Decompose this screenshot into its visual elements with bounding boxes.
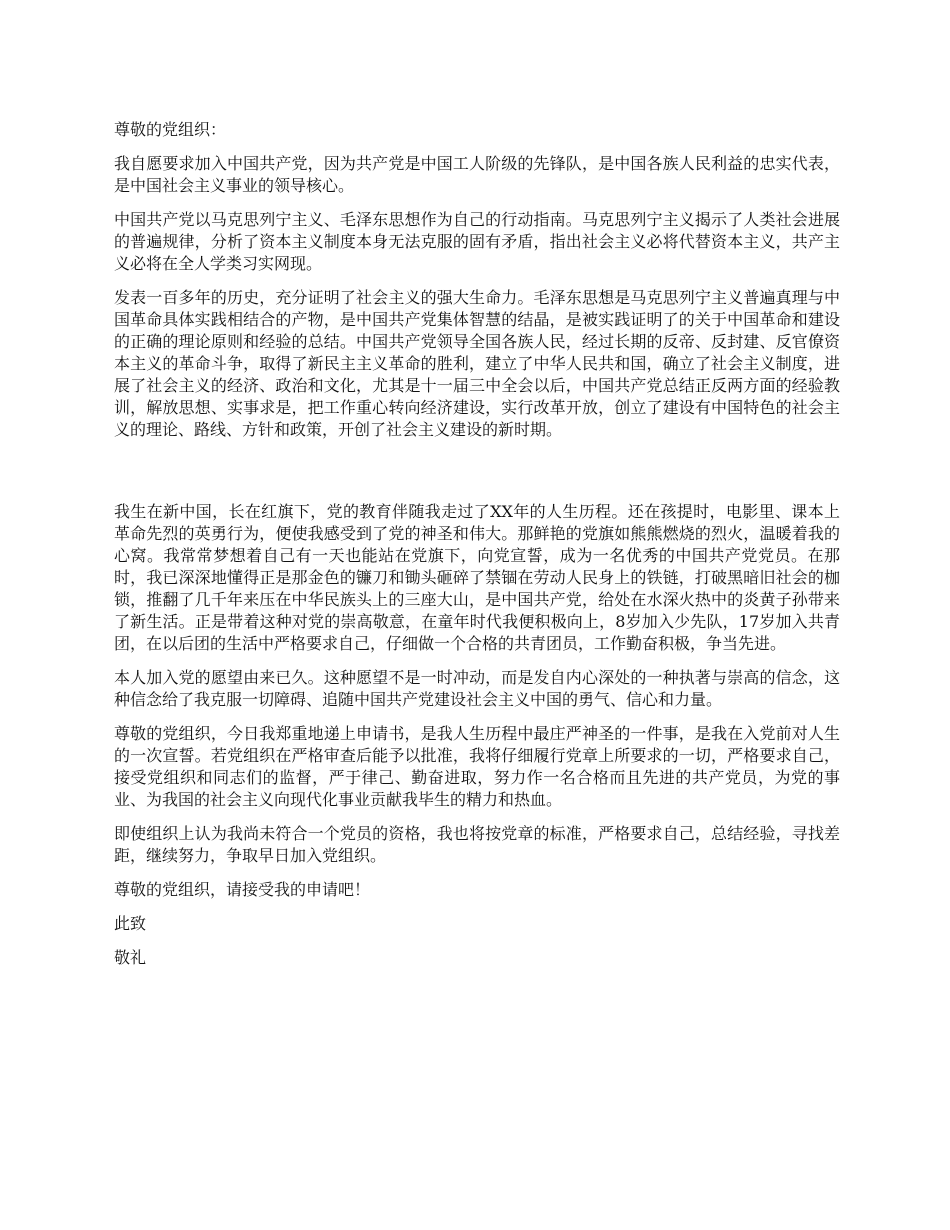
paragraph: 即使组织上认为我尚未符合一个党员的资格，我也将按党章的标准，严格要求自己，总结经验，寻找差距，继续努力，争取早日加入党组织。 <box>114 824 840 865</box>
letter-body <box>114 119 840 981</box>
paragraph: 尊敬的党组织，请接受我的申请吧！ <box>114 880 371 899</box>
section-gap <box>114 453 840 501</box>
paragraph: 中国共产党以马克思列宁主义、毛泽东思想作为自己的行动指南。马克思列宁主义揭示了人类社会进展的普遍规律，分析了资本主义制度本身无法克服的固有矛盾，指出社会主义必将代替资本主义，共产主义必将在全人学类习实网现。 <box>114 210 840 273</box>
paragraph: 尊敬的党组织，今日我郑重地递上申请书，是我人生历程中最庄严神圣的一件事，是我在入党前对人生的一次宣誓。若党组织在严格审查后能予以批准，我将仔细履行党章上所要求的一切，严格要求自己，接受党组织和同志们的监督，严于律己、勤奋进取，努力作一名合格而且先进的共产党员，为党的事业、为我国的社会主义向现代化事业贡献我毕生的精力和热血。 <box>114 724 840 809</box>
paragraph: 我自愿要求加入中国共产党，因为共产党是中国工人阶级的先锋队，是中国各族人民利益的忠实代表，是中国社会主义事业的领导核心。 <box>114 154 840 195</box>
closing-line: 此致 <box>114 914 147 933</box>
closing-salute: 敬礼 <box>114 948 147 967</box>
paragraph: 发表一百多年的历史，充分证明了社会主义的强大生命力。毛泽东思想是马克思列宁主义普遍真理与中国革命具体实践相结合的产物，是中国共产党集体智慧的结晶，是被实践证明了的关于中国革命和建设的正确的理论原则和经验的总结。中国共产党领导全国各族人民，经过长期的反帝、反封建、反官僚资本主义的革命斗争，取得了新民主主义革命的胜利，建立了中华人民共和国，确立了社会主义制度，进展了社会主义的经济、政治和文化，尤其是十一届三中全会以后，中国共产党总结正反两方面的经验教训，解放思想、实事求是，把工作重心转向经济建设，实行改革开放，创立了建设有中国特色的社会主义的理论、路线、方针和政策，开创了社会主义建设的新时期。 <box>114 288 840 439</box>
paragraph: 我生在新中国，长在红旗下，党的教育伴随我走过了XX年的人生历程。还在孩提时，电影里、课本上革命先烈的英勇行为，便使我感受到了党的神圣和伟大。那鲜艳的党旗如熊熊燃烧的烈火，温暖着我的心窝。我常常梦想着自己有一天也能站在党旗下，向党宣誓，成为一名优秀的中国共产党党员。在那时，我已深深地懂得正是那金色的镰刀和锄头砸碎了禁锢在劳动人民身上的铁链，打破黑暗旧社会的枷锁，推翻了几千年来压在中华民族头上的三座大山，是中国共产党，给处在水深火热中的炎黄子孙带来了新生活。正是带着这种对党的崇高敬意，在童年时代我便积极向上，8岁加入少先队，17岁加入共青团，在以后团的生活中严格要求自己，仔细做一个合格的共青团员，工作勤奋积极，争当先进。 <box>114 502 840 653</box>
salutation: 尊敬的党组织： <box>114 120 227 139</box>
paragraph: 本人加入党的愿望由来已久。这种愿望不是一时冲动，而是发自内心深处的一种执著与崇高的信念，这种信念给了我克服一切障碍、追随中国共产党建设社会主义中国的勇气、信心和力量。 <box>114 668 840 709</box>
